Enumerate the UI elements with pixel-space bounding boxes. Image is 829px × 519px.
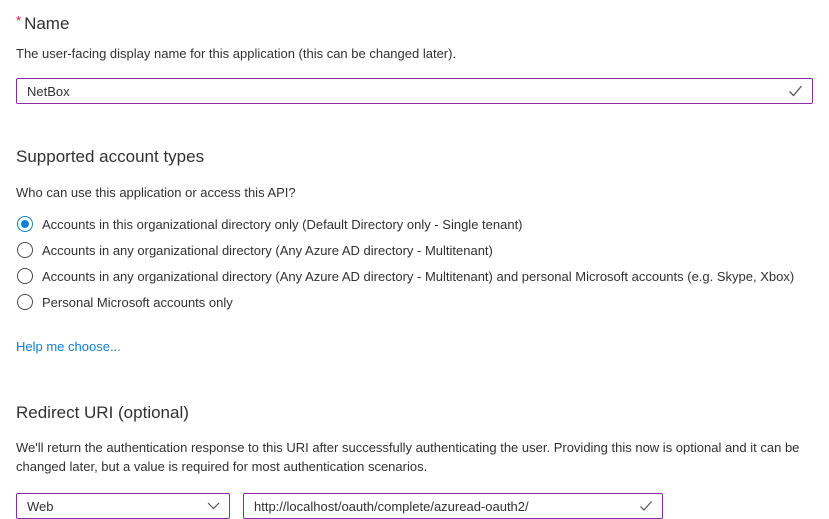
name-description: The user-facing display name for this application (this can be changed later). (16, 46, 457, 61)
platform-select-dropdown[interactable] (16, 493, 230, 519)
redirect-uri-input[interactable] (243, 493, 663, 519)
radio-button-icon[interactable] (17, 268, 33, 284)
redirect-uri-heading: Redirect URI (optional) (16, 403, 189, 422)
radio-option-label: Personal Microsoft accounts only (42, 294, 233, 310)
name-heading-label: Name (24, 14, 70, 33)
radio-option-multitenant[interactable] (16, 237, 813, 263)
radio-option-personal-only[interactable] (16, 289, 813, 315)
radio-option-label: Accounts in any organizational directory (Any Azure AD directory - Multitenant) and personal Microsoft accounts (e.g. Skype, Xbox) (42, 268, 795, 284)
chevron-down-icon (207, 502, 220, 511)
platform-select-value: Web (27, 498, 54, 514)
radio-button-icon[interactable] (17, 216, 33, 232)
radio-option-single-tenant[interactable] (16, 211, 813, 237)
redirect-uri-description: We'll return the authentication response to this URI after successfully authenticating the user. Providing this now is optional and it can be changed later, but a value is required for most authentication scenarios. (16, 440, 800, 474)
name-section-heading (16, 10, 813, 35)
help-me-choose-link[interactable]: Help me choose... (16, 339, 121, 354)
redirect-uri-input-container (243, 493, 663, 519)
name-input-container (16, 78, 813, 104)
radio-option-label: Accounts in any organizational directory (Any Azure AD directory - Multitenant) (42, 242, 493, 258)
radio-option-multitenant-personal[interactable] (16, 263, 813, 289)
account-type-radio-group (16, 211, 813, 315)
radio-option-label: Accounts in this organizational directory only (Default Directory only - Single tenant) (42, 216, 523, 232)
account-types-question: Who can use this application or access this API? (16, 185, 296, 200)
redirect-uri-section (16, 402, 813, 519)
radio-button-icon[interactable] (17, 294, 33, 310)
required-marker: * (16, 13, 22, 28)
redirect-uri-controls (16, 493, 813, 519)
name-input[interactable] (16, 78, 813, 104)
radio-button-icon[interactable] (17, 242, 33, 258)
account-types-heading: Supported account types (16, 147, 205, 166)
supported-account-types-section (16, 146, 813, 356)
